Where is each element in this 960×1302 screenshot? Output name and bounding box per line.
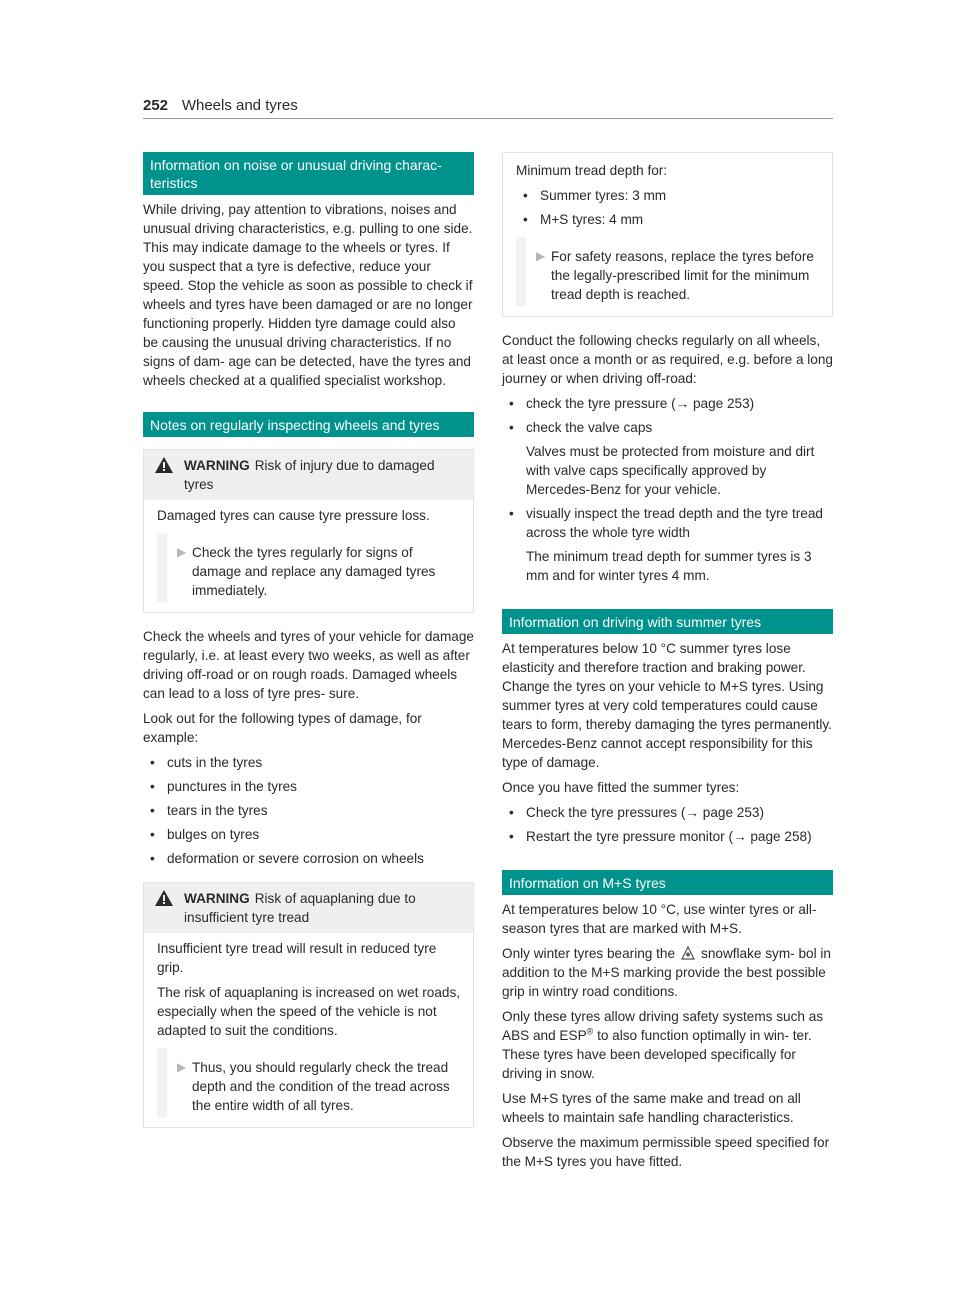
action-text: For safety reasons, replace the tyres before the legally-prescribed limit for the minimum tread depth is reached.	[551, 249, 814, 302]
bullet-icon: •	[509, 805, 514, 820]
list-item-note: Valves must be protected from moisture and dirt with valve caps specifically approved by Mercedes-Benz for your vehicle.	[526, 444, 815, 497]
warning-text: Damaged tyres can cause tyre pressure loss.	[157, 508, 430, 523]
action-text: Thus, you should regularly check the tread depth and the condition of the tread across the entire width of all tyres.	[192, 1060, 450, 1113]
warning-title: Risk of aquaplaning due to insufficient tyre tread	[184, 891, 416, 925]
warning-label: WARNING	[184, 458, 250, 473]
warning-header	[144, 450, 473, 500]
bullet-icon: •	[150, 827, 155, 842]
list-item: • M+S tyres: 4 mm	[523, 212, 644, 227]
warning-body	[144, 500, 473, 612]
ms-paragraph-2: Only winter tyres bearing the snowflake sym- bol in addition to the M+S marking provide the best possible grip in wintry road conditions.	[502, 946, 831, 999]
warning-header	[144, 883, 473, 933]
section-heading-noise: Information on noise or unusual driving charac- teristics	[143, 152, 474, 195]
list-item: • tears in the tyres	[150, 803, 268, 818]
warning-triangle-icon	[155, 890, 173, 906]
list-item: • visually inspect the tread depth and the tyre tread across the whole tyre width The minimum tread depth for summer tyres is 3 mm and for winter tyres 4 mm.	[502, 504, 833, 585]
summer-once: Once you have fitted the summer tyres:	[502, 780, 740, 795]
list-item: • deformation or severe corrosion on wheels	[150, 851, 424, 866]
warning-box-damaged-tyres	[143, 449, 474, 613]
noise-paragraph: While driving, pay attention to vibrations, noises and unusual driving characteristics, e.g. pulling to one side. This may indicate damage to the wheels or tyres. If you suspect that a tyre is defective, reduce your speed. Stop the vehicle as soon as possible to check if wheels and tyres have been damaged or are no longer functioning properly. Hidden tyre damage could also be causing the unusual driving characteristics. If no signs of dam- age can be detected, have the tyres and wheels checked at a qualified specialist workshop.	[143, 202, 473, 388]
damage-intro: Look out for the following types of damage, for example:	[143, 711, 422, 745]
action-step	[516, 237, 819, 306]
tread-box-title: Minimum tread depth for:	[516, 163, 668, 178]
snowflake-mountain-icon	[681, 946, 695, 960]
section-heading-summer: Information on driving with summer tyres	[502, 609, 833, 634]
list-item: • Check the tyre pressures (→ page 253)	[509, 805, 765, 820]
action-step	[157, 533, 460, 602]
bullet-icon: •	[509, 506, 514, 521]
bullet-icon: •	[150, 779, 155, 794]
warning-title: Risk of injury due to damaged tyres	[184, 458, 435, 492]
list-item: • bulges on tyres	[150, 827, 260, 842]
summer-paragraph: At temperatures below 10 °C summer tyres lose elasticity and therefore traction and braking power. Change the tyres on your vehicle to M+S tyres. Using summer tyres at very cold temperatures could cause tears to form, thereby damaging the tyres permanently. Mercedes-Benz cannot accept responsibility for this type of damage.	[502, 641, 832, 770]
action-arrow-icon: ▶	[536, 249, 546, 263]
list-item: • check the tyre pressure (→ page 253)	[509, 396, 755, 411]
checks-list	[502, 394, 833, 585]
checks-intro: Conduct the following checks regularly on all wheels, at least once a month or as required, e.g. before a long journey or when driving off-road:	[502, 333, 833, 386]
ms-paragraph-3: Only these tyres allow driving safety systems such as ABS and ESP® to also function optimally in win- ter. These tyres have been developed specifically for driving in snow.	[502, 1009, 824, 1081]
bullet-icon: •	[150, 803, 155, 818]
section-heading-ms: Information on M+S tyres	[502, 870, 833, 895]
inspect-paragraph: Check the wheels and tyres of your vehicle for damage regularly, i.e. at least every two weeks, as well as after driving off-road or on rough roads. Damaged wheels can lead to a loss of tyre pres- sure.	[143, 629, 474, 701]
bullet-icon: •	[150, 851, 155, 866]
warning-triangle-icon	[155, 457, 173, 473]
page-number: 252	[143, 97, 169, 114]
summer-list	[502, 803, 833, 846]
bullet-icon: •	[509, 829, 514, 844]
list-item: • punctures in the tyres	[150, 779, 297, 794]
action-arrow-icon: ▶	[177, 1060, 187, 1074]
right-column	[502, 152, 833, 1177]
warning-label: WARNING	[184, 891, 250, 906]
ms-paragraph-4: Use M+S tyres of the same make and tread on all wheels to maintain safe handling characteristics.	[502, 1091, 801, 1125]
action-arrow-icon: ▶	[177, 545, 187, 559]
tread-list	[516, 186, 819, 229]
list-item: • check the valve caps Valves must be protected from moisture and dirt with valve caps specifically approved by Mercedes-Benz for your vehicle.	[502, 418, 833, 499]
ms-paragraph-1: At temperatures below 10 °C, use winter tyres or all-season tyres that are marked with M+S.	[502, 902, 817, 936]
section-heading-inspect: Notes on regularly inspecting wheels and tyres	[143, 412, 474, 437]
warning-box-aquaplaning	[143, 882, 474, 1128]
bullet-icon: •	[523, 188, 528, 203]
ms-paragraph-5: Observe the maximum permissible speed specified for the M+S tyres you have fitted.	[502, 1135, 830, 1169]
list-item: • Restart the tyre pressure monitor (→ page 258)	[509, 829, 812, 844]
list-item: • Summer tyres: 3 mm	[523, 188, 667, 203]
list-item: • cuts in the tyres	[150, 755, 263, 770]
action-text: Check the tyres regularly for signs of damage and replace any damaged tyres immediately.	[192, 545, 436, 598]
list-item-note: The minimum tread depth for summer tyres is 3 mm and for winter tyres 4 mm.	[526, 549, 812, 583]
page-header	[143, 96, 833, 119]
bullet-icon: •	[509, 396, 514, 411]
bullet-icon: •	[509, 420, 514, 435]
tread-depth-box	[502, 152, 833, 317]
page-section-title: Wheels and tyres	[181, 97, 298, 114]
left-column	[143, 152, 474, 1134]
warning-text: The risk of aquaplaning is increased on wet roads, especially when the speed of the vehicle is not adapted to suit the conditions.	[157, 985, 461, 1038]
damage-list	[143, 753, 474, 868]
action-step	[157, 1048, 460, 1117]
bullet-icon: •	[523, 212, 528, 227]
bullet-icon: •	[150, 755, 155, 770]
warning-text: Insufficient tyre tread will result in reduced tyre grip.	[157, 941, 437, 975]
warning-body	[144, 933, 473, 1127]
